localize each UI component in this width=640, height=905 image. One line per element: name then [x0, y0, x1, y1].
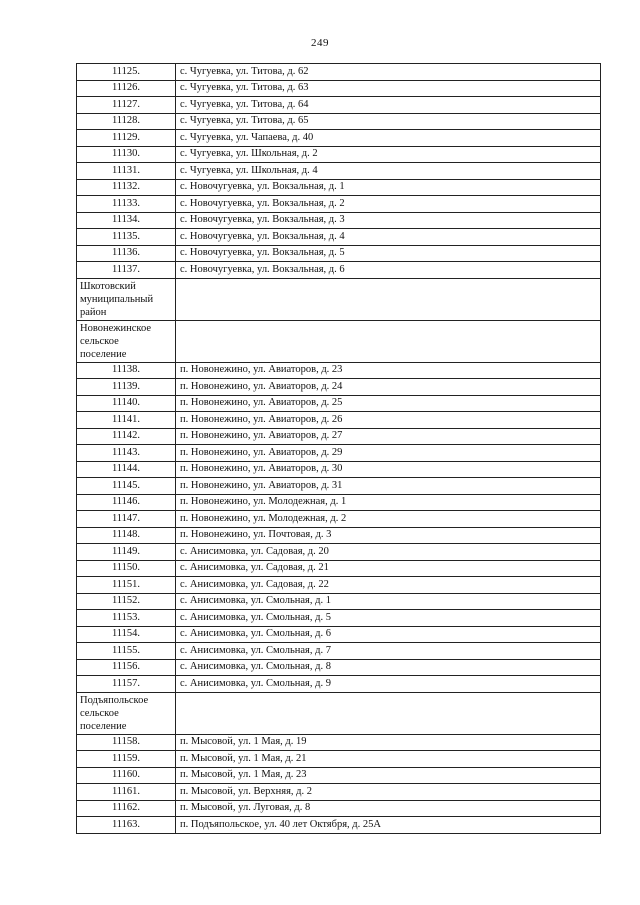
table-row — [77, 362, 601, 379]
section-title-line: Шкотовский — [80, 280, 136, 292]
section-title-line: сельское — [80, 707, 119, 719]
table-row — [77, 445, 601, 462]
row-address: п. Мысовой, ул. 1 Мая, д. 19 — [176, 734, 601, 751]
section-header-row — [77, 692, 601, 734]
table-row — [77, 379, 601, 396]
row-address: п. Новонежино, ул. Авиаторов, д. 23 — [176, 362, 601, 379]
section-title-line: муниципальный — [80, 293, 154, 305]
row-address: с. Анисимовка, ул. Смольная, д. 7 — [176, 643, 601, 660]
table-row — [77, 179, 601, 196]
row-number: 11162. — [77, 800, 176, 817]
section-title-line: сельское — [80, 335, 119, 347]
row-number: 11143. — [77, 445, 176, 462]
row-address: с. Чугуевка, ул. Школьная, д. 2 — [176, 146, 601, 163]
row-address: с. Анисимовка, ул. Садовая, д. 21 — [176, 560, 601, 577]
row-number: 11163. — [77, 817, 176, 834]
row-address: п. Новонежино, ул. Молодежная, д. 2 — [176, 511, 601, 528]
row-address: п. Мысовой, ул. 1 Мая, д. 21 — [176, 751, 601, 768]
row-address: п. Новонежино, ул. Авиаторов, д. 30 — [176, 461, 601, 478]
address-table-body — [77, 64, 601, 834]
table-row — [77, 64, 601, 81]
row-number: 11161. — [77, 784, 176, 801]
row-number: 11141. — [77, 412, 176, 429]
row-number: 11130. — [77, 146, 176, 163]
row-address: п. Новонежино, ул. Авиаторов, д. 27 — [176, 428, 601, 445]
row-number: 11133. — [77, 196, 176, 213]
table-row — [77, 593, 601, 610]
table-row — [77, 817, 601, 834]
section-title — [77, 320, 176, 362]
row-number: 11152. — [77, 593, 176, 610]
row-address: п. Новонежино, ул. Авиаторов, д. 25 — [176, 395, 601, 412]
row-number: 11131. — [77, 163, 176, 180]
row-number: 11137. — [77, 262, 176, 279]
table-row — [77, 262, 601, 279]
row-address: с. Новочугуевка, ул. Вокзальная, д. 5 — [176, 245, 601, 262]
row-address: п. Подъяпольское, ул. 40 лет Октября, д. 25А — [176, 817, 601, 834]
section-title-line: поселение — [80, 349, 127, 361]
row-address: с. Новочугуевка, ул. Вокзальная, д. 1 — [176, 179, 601, 196]
empty-cell — [176, 692, 601, 734]
row-address: с. Чугуевка, ул. Титова, д. 62 — [176, 64, 601, 81]
page-number: 249 — [311, 37, 329, 49]
table-row — [77, 461, 601, 478]
table-row — [77, 784, 601, 801]
row-number: 11127. — [77, 97, 176, 114]
row-number: 11153. — [77, 610, 176, 627]
row-address: с. Анисимовка, ул. Смольная, д. 8 — [176, 659, 601, 676]
row-address: п. Мысовой, ул. Луговая, д. 8 — [176, 800, 601, 817]
section-title-line: район — [80, 307, 107, 319]
row-number: 11134. — [77, 212, 176, 229]
table-row — [77, 676, 601, 693]
section-title-line: Новонежинское — [80, 322, 152, 334]
row-number: 11146. — [77, 494, 176, 511]
table-row — [77, 643, 601, 660]
table-row — [77, 412, 601, 429]
section-header-row — [77, 278, 601, 320]
section-header-row — [77, 320, 601, 362]
row-address: с. Анисимовка, ул. Смольная, д. 1 — [176, 593, 601, 610]
table-row — [77, 767, 601, 784]
table-row — [77, 428, 601, 445]
row-address: с. Новочугуевка, ул. Вокзальная, д. 4 — [176, 229, 601, 246]
table-row — [77, 494, 601, 511]
table-row — [77, 734, 601, 751]
row-number: 11159. — [77, 751, 176, 768]
row-number: 11151. — [77, 577, 176, 594]
table-row — [77, 146, 601, 163]
row-address: п. Новонежино, ул. Авиаторов, д. 26 — [176, 412, 601, 429]
section-title-line: поселение — [80, 721, 127, 733]
row-address: с. Новочугуевка, ул. Вокзальная, д. 6 — [176, 262, 601, 279]
row-address: п. Новонежино, ул. Молодежная, д. 1 — [176, 494, 601, 511]
row-address: с. Чугуевка, ул. Чапаева, д. 40 — [176, 130, 601, 147]
row-number: 11138. — [77, 362, 176, 379]
table-row — [77, 751, 601, 768]
row-number: 11155. — [77, 643, 176, 660]
row-number: 11139. — [77, 379, 176, 396]
row-address: п. Новонежино, ул. Авиаторов, д. 24 — [176, 379, 601, 396]
address-table — [76, 63, 601, 834]
table-row — [77, 212, 601, 229]
row-number: 11129. — [77, 130, 176, 147]
table-row — [77, 610, 601, 627]
table-row — [77, 800, 601, 817]
table-row — [77, 626, 601, 643]
empty-cell — [176, 320, 601, 362]
row-address: с. Анисимовка, ул. Садовая, д. 20 — [176, 544, 601, 561]
table-row — [77, 80, 601, 97]
table-row — [77, 245, 601, 262]
row-number: 11145. — [77, 478, 176, 495]
row-number: 11158. — [77, 734, 176, 751]
row-number: 11148. — [77, 527, 176, 544]
row-number: 11132. — [77, 179, 176, 196]
table-row — [77, 560, 601, 577]
row-address: с. Новочугуевка, ул. Вокзальная, д. 3 — [176, 212, 601, 229]
row-address: с. Анисимовка, ул. Смольная, д. 5 — [176, 610, 601, 627]
row-address: п. Новонежино, ул. Авиаторов, д. 29 — [176, 445, 601, 462]
row-number: 11157. — [77, 676, 176, 693]
row-number: 11147. — [77, 511, 176, 528]
row-number: 11149. — [77, 544, 176, 561]
table-row — [77, 229, 601, 246]
row-number: 11144. — [77, 461, 176, 478]
section-title — [77, 692, 176, 734]
row-address: с. Чугуевка, ул. Титова, д. 65 — [176, 113, 601, 130]
row-number: 11140. — [77, 395, 176, 412]
row-number: 11160. — [77, 767, 176, 784]
row-number: 11125. — [77, 64, 176, 81]
table-row — [77, 659, 601, 676]
row-address: с. Анисимовка, ул. Садовая, д. 22 — [176, 577, 601, 594]
table-row — [77, 395, 601, 412]
table-row — [77, 196, 601, 213]
row-number: 11128. — [77, 113, 176, 130]
row-address: с. Анисимовка, ул. Смольная, д. 9 — [176, 676, 601, 693]
table-row — [77, 511, 601, 528]
row-address: с. Анисимовка, ул. Смольная, д. 6 — [176, 626, 601, 643]
row-number: 11156. — [77, 659, 176, 676]
table-row — [77, 163, 601, 180]
row-address: п. Новонежино, ул. Почтовая, д. 3 — [176, 527, 601, 544]
row-number: 11154. — [77, 626, 176, 643]
table-row — [77, 544, 601, 561]
table-row — [77, 478, 601, 495]
row-address: с. Чугуевка, ул. Школьная, д. 4 — [176, 163, 601, 180]
row-number: 11126. — [77, 80, 176, 97]
table-row — [77, 577, 601, 594]
row-address: с. Новочугуевка, ул. Вокзальная, д. 2 — [176, 196, 601, 213]
table-row — [77, 97, 601, 114]
row-address: п. Новонежино, ул. Авиаторов, д. 31 — [176, 478, 601, 495]
table-row — [77, 113, 601, 130]
empty-cell — [176, 278, 601, 320]
section-title — [77, 278, 176, 320]
row-number: 11135. — [77, 229, 176, 246]
table-row — [77, 527, 601, 544]
section-title-line: Подъяпольское — [80, 694, 149, 706]
row-address: п. Мысовой, ул. Верхняя, д. 2 — [176, 784, 601, 801]
row-address: п. Мысовой, ул. 1 Мая, д. 23 — [176, 767, 601, 784]
row-address: с. Чугуевка, ул. Титова, д. 64 — [176, 97, 601, 114]
row-address: с. Чугуевка, ул. Титова, д. 63 — [176, 80, 601, 97]
table-row — [77, 130, 601, 147]
row-number: 11136. — [77, 245, 176, 262]
row-number: 11142. — [77, 428, 176, 445]
row-number: 11150. — [77, 560, 176, 577]
